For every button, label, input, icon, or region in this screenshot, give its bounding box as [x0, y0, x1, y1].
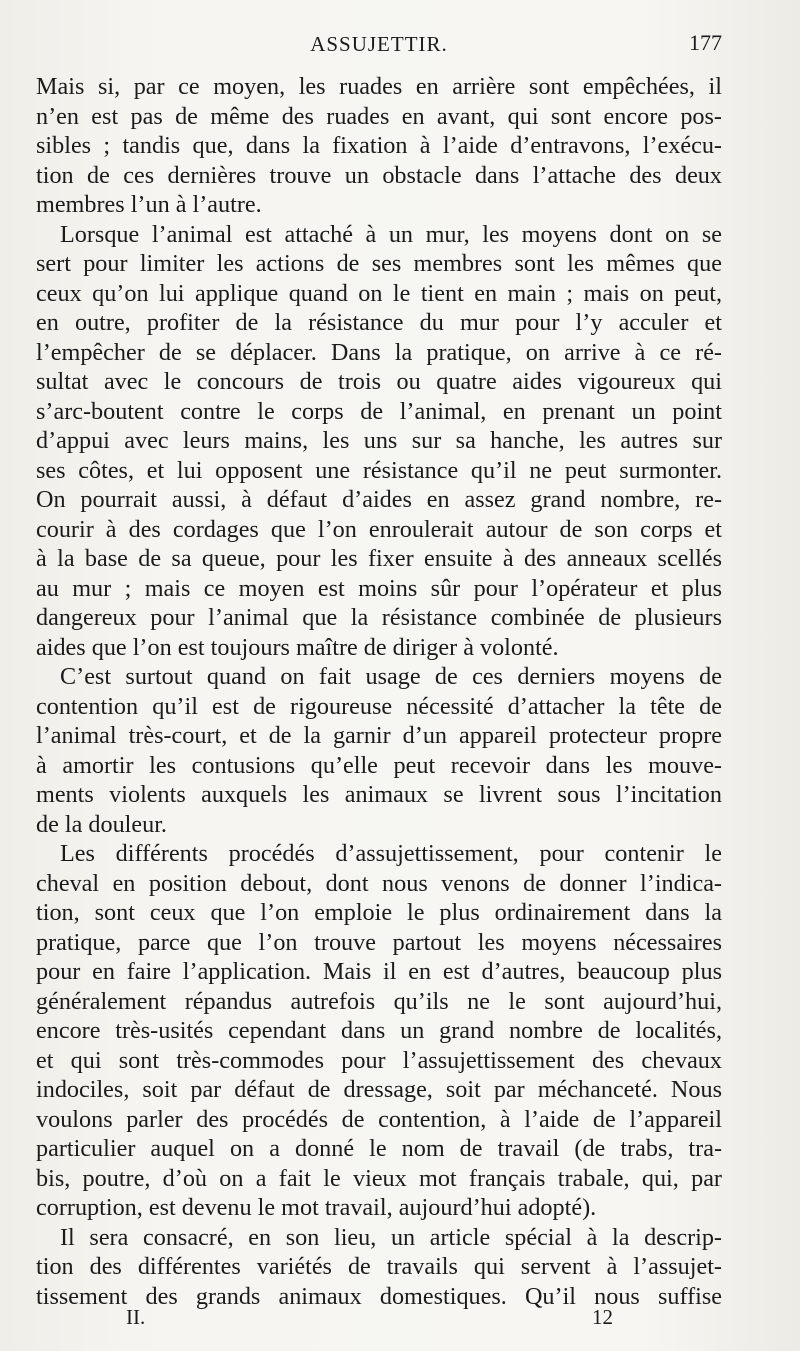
text-line: d’appui avec leurs mains, les uns sur sa hanche, les autres sur — [36, 427, 722, 454]
text-line: ments violents auxquels les animaux se livrent sous l’incitation — [36, 781, 722, 808]
text-line: tion, sont ceux que l’on emploie le plus ordinairement dans la — [36, 899, 722, 926]
text-line: voulons parler des procédés de contention, à l’aide de l’appareil — [36, 1105, 722, 1133]
text-line: ceux qu’on lui applique quand on le tient en main ; mais on peut, — [36, 279, 722, 307]
text-line: membres l’un à l’autre. — [36, 191, 262, 218]
text-line: s’arc-boutent contre le corps de l’animal, en prenant un point — [36, 397, 722, 425]
text-line: sultat avec le concours de trois ou quatre aides vigoureux qui — [36, 368, 722, 395]
text-line: Il sera consacré, en son lieu, un article spécial à la descrip- — [60, 1223, 722, 1251]
text-line: tion des différentes variétés de travails qui servent à l’assujet- — [36, 1253, 722, 1280]
text-line: corruption, est devenu le mot travail, aujourd’hui adopté). — [36, 1194, 597, 1221]
text-line: indociles, soit par défaut de dressage, soit par méchanceté. Nous — [36, 1076, 722, 1103]
text-line: en outre, profiter de la résistance du mur pour l’y acculer et — [36, 309, 722, 336]
running-head: ASSUJETTIR. — [310, 32, 448, 56]
text-line: dangereux pour l’animal que la résistance combinée de plusieurs — [36, 604, 722, 631]
text-line: à la base de sa queue, pour les fixer ensuite à des anneaux scellés — [36, 545, 722, 572]
text-line: au mur ; mais ce moyen est moins sûr pour l’opérateur et plus — [36, 574, 722, 602]
text-line: courir à des cordages que l’on enroulerait autour de son corps et — [36, 515, 722, 543]
text-line: cheval en position debout, dont nous venons de donner l’indica- — [36, 869, 722, 897]
text-line: à amortir les contusions qu’elle peut recevoir dans les mouve- — [36, 751, 722, 779]
text-line: C’est surtout quand on fait usage de ces derniers moyens de — [60, 663, 722, 690]
text-line: pour en faire l’application. Mais il en est d’autres, beaucoup plus — [36, 958, 722, 985]
text-line: On pourrait aussi, à défaut d’aides en assez grand nombre, re- — [36, 486, 722, 513]
text-line: tion de ces dernières trouve un obstacle dans l’attache des deux — [36, 161, 722, 189]
text-line: sibles ; tandis que, dans la fixation à l’aide d’entravons, l’exécu- — [36, 132, 722, 159]
text-line: généralement répandus autrefois qu’ils ne le sont aujourd’hui, — [36, 987, 722, 1015]
text-line: pratique, parce que l’on trouve partout les moyens nécessaires — [36, 928, 722, 956]
text-line: et qui sont très-commodes pour l’assujettissement des chevaux — [36, 1046, 722, 1074]
volume-mark: II. — [126, 1305, 146, 1329]
text-line: aides que l’on est toujours maître de diriger à volonté. — [36, 633, 559, 661]
text-line: Mais si, par ce moyen, les ruades en arrière sont empêchées, il — [36, 73, 722, 100]
signature-mark: 12 — [592, 1305, 613, 1329]
text-line: ses côtes, et lui opposent une résistance qu’il ne peut surmonter. — [36, 456, 722, 484]
text-line: tissement des grands animaux domestiques. Qu’il nous suffise — [36, 1282, 722, 1310]
body-text — [36, 72, 722, 1311]
text-line: encore très-usités cependant dans un grand nombre de localités, — [36, 1017, 722, 1044]
page-header — [36, 28, 722, 68]
page-footer — [36, 1305, 722, 1335]
text-line: Les différents procédés d’assujettissement, pour contenir le — [60, 840, 722, 867]
text-line: n’en est pas de même des ruades en avant, qui sont encore pos- — [36, 102, 722, 130]
text-line: sert pour limiter les actions de ses membres sont les mêmes que — [36, 250, 722, 277]
text-line: contention qu’il est de rigoureuse nécessité d’attacher la tête de — [36, 692, 722, 720]
page-number: 177 — [689, 30, 722, 55]
text-line: de la douleur. — [36, 810, 167, 838]
text-line: Lorsque l’animal est attaché à un mur, les moyens dont on se — [60, 220, 722, 248]
text-line: bis, poutre, d’où on a fait le vieux mot français trabale, qui, par — [36, 1164, 722, 1192]
text-line: particulier auquel on a donné le nom de travail (de trabs, tra- — [36, 1135, 722, 1162]
text-line: l’animal très-court, et de la garnir d’un appareil protecteur propre — [36, 722, 722, 749]
text-line: l’empêcher de se déplacer. Dans la pratique, on arrive à ce ré- — [36, 338, 722, 366]
